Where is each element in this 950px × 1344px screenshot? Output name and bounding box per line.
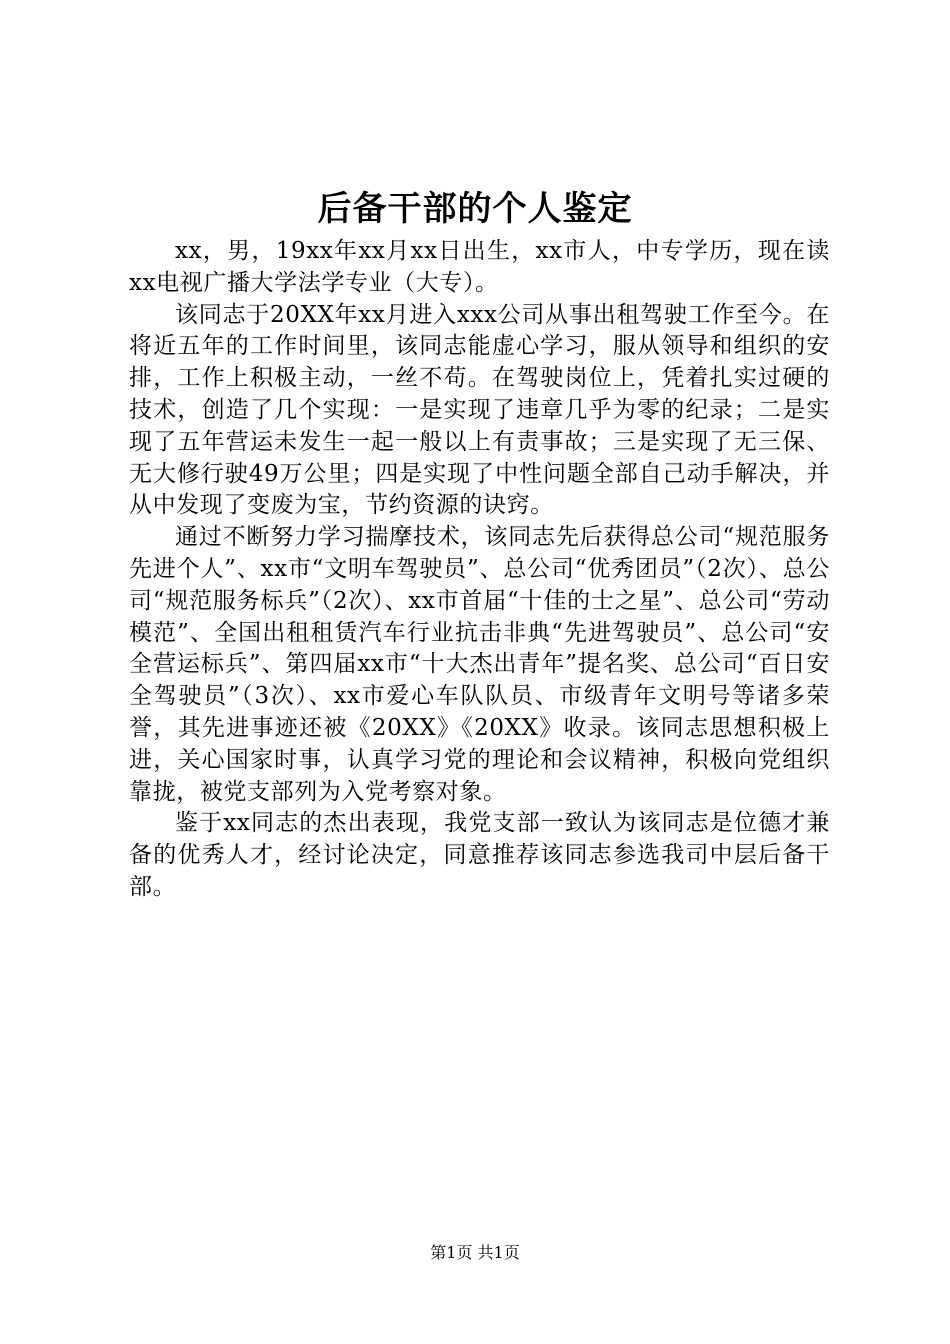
document-title: 后备干部的个人鉴定 <box>317 189 633 229</box>
paragraph-personal-info: xx，男，19xx年xx月xx日出生，xx市人，中专学历，现在读xx电视广播大学法学专业（大专）。 <box>129 238 830 296</box>
document-body <box>129 236 830 904</box>
page-number-footer: 第1页 共1页 <box>430 1243 520 1262</box>
paragraph-honors: 通过不断努力学习揣摩技术，该同志先后获得总公司“规范服务先进个人”、xx市“文明车驾驶员”、总公司“优秀团员”（2次）、总公司“规范服务标兵”（2次）、xx市首届“十佳的士之星”、总公司“劳动模范”、全国出租租赁汽车行业抗击非典“先进驾驶员”、总公司“安全营运标兵”、第四届xx市“十大杰出青年”提名奖、总公司“百日安全驾驶员”（3次）、xx市爱心车队队员、市级青年文明号等诸多荣誉，其先进事迹还被《20XX》《20XX》收录。该同志思想积极上进，关心国家时事，认真学习党的理论和会议精神，积极向党组织靠拢，被党支部列为入党考察对象。 <box>129 524 830 805</box>
paragraph-recommendation: 鉴于xx同志的杰出表现，我党支部一致认为该同志是位德才兼备的优秀人才，经讨论决定，同意推荐该同志参选我司中层后备干部。 <box>129 810 830 900</box>
paragraph-work-history: 该同志于20XX年xx月进入xxx公司从事出租驾驶工作至今。在将近五年的工作时间里，该同志能虚心学习，服从领导和组织的安排，工作上积极主动，一丝不苟。在驾驶岗位上，凭着扎实过硬的技术，创造了几个实现：一是实现了违章几乎为零的纪录；二是实现了五年营运未发生一起一般以上有责事故；三是实现了无三保、无大修行驶49万公里；四是实现了中性问题全部自己动手解决，并从中发现了变废为宝，节约资源的诀窍。 <box>129 301 830 519</box>
